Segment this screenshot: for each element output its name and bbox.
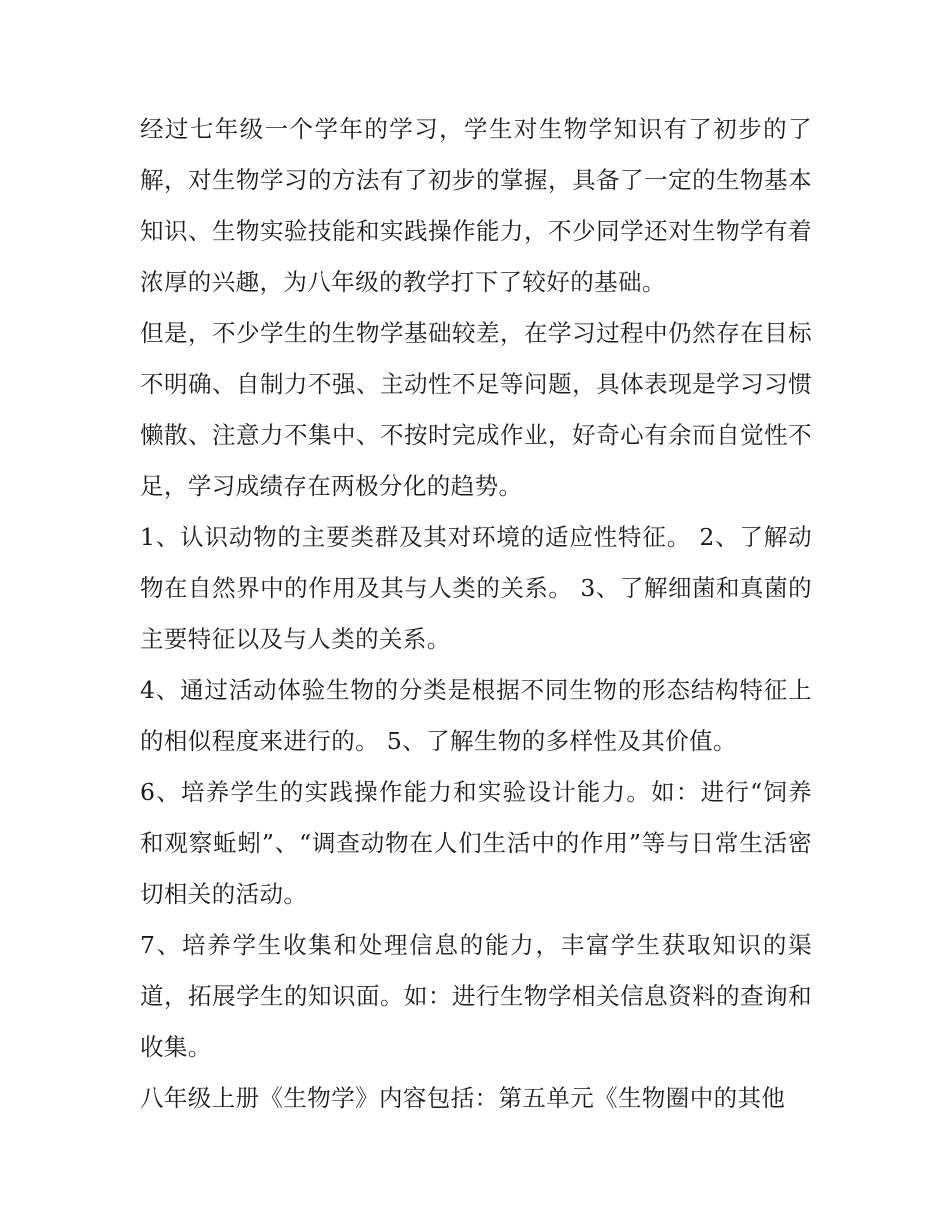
paragraph-goal-7: 7、培养学生收集和处理信息的能力，丰富学生获取知识的渠道，拓展学生的知识面。如：进行生物学相关信息资料的查询和收集。 [140, 931, 812, 1061]
paragraph-student-problems: 但是，不少学生的生物学基础较差，在学习过程中仍然存在目标不明确、自制力不强、主动性不足等问题，具体表现是学习习惯懒散、注意力不集中、不按时完成作业，好奇心有余而自觉性不足，学习成绩存在两极分化的趋势。 [140, 319, 812, 500]
paragraph-textbook-content: 八年级上册《生物学》内容包括：第五单元《生物圈中的其他 [140, 1084, 786, 1112]
document-body [140, 104, 812, 1124]
paragraph-goals-1-3: 1、认识动物的主要类群及其对环境的适应性特征。 2、了解动物在自然界中的作用及其与人类的关系。 3、了解细菌和真菌的主要特征以及与人类的关系。 [140, 523, 812, 653]
paragraph-student-background: 经过七年级一个学年的学习，学生对生物学知识有了初步的了解，对生物学习的方法有了初步的掌握，具备了一定的生物基本知识、生物实验技能和实践操作能力，不少同学还对生物学有着浓厚的兴趣，为八年级的教学打下了较好的基础。 [140, 115, 812, 296]
paragraph-goal-6: 6、培养学生的实践操作能力和实验设计能力。如：进行“饲养和观察蚯蚓”、“调查动物在人们生活中的作用”等与日常生活密切相关的活动。 [140, 778, 812, 908]
paragraph-goals-4-5: 4、通过活动体验生物的分类是根据不同生物的形态结构特征上的相似程度来进行的。 5、了解生物的多样性及其价值。 [140, 676, 812, 755]
